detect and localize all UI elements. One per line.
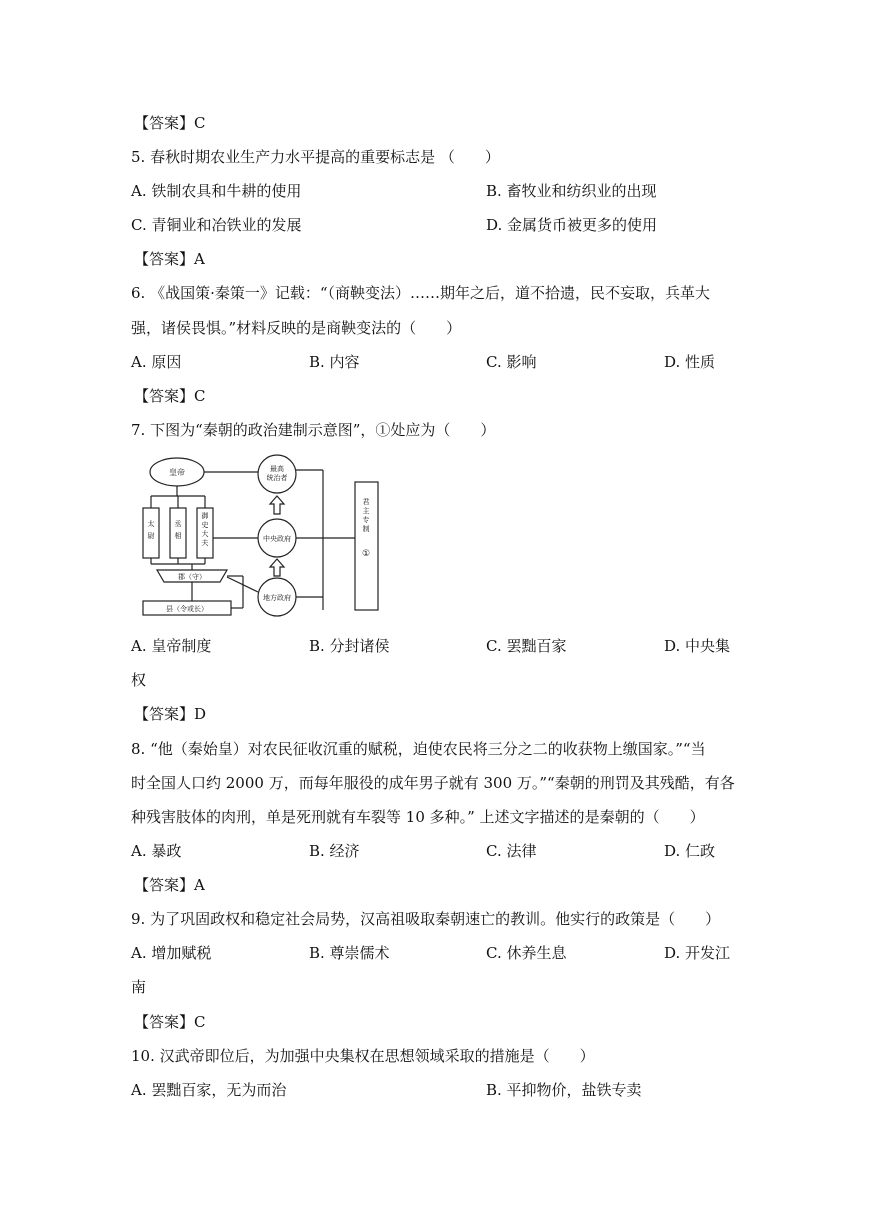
option-6b: B. 内容 [309,353,360,371]
question-5: 5. 春秋时期农业生产力水平提高的重要标志是 （ ） [131,148,500,166]
option-9a: A. 增加赋税 [131,944,212,962]
option-7c: C. 罢黜百家 [486,637,567,655]
local-gov-label: 地方政府 [263,594,291,602]
monarchy-label-4: 制 [362,525,370,533]
option-8b: B. 经济 [309,842,360,860]
yushi-label-3: 大 [201,530,209,538]
monarchy-label-1: 君 [362,498,370,506]
answer-8: 【答案】A [134,876,205,894]
option-9d-wrap: 南 [131,978,147,996]
arrow-up-icon [270,496,284,514]
option-7a: A. 皇帝制度 [131,637,212,655]
question-10: 10. 汉武帝即位后，为加强中央集权在思想领域采取的措施是（ ） [131,1047,595,1065]
option-9d: D. 开发江 [664,944,731,962]
yushi-label-2: 史 [201,521,209,529]
question-8-line-2: 时全国人口约 2000 万，而每年服役的成年男子就有 300 万。”“秦朝的刑罚及其残酷，有各 [131,774,735,792]
option-7b: B. 分封诸侯 [309,637,390,655]
option-8c: C. 法律 [486,842,537,860]
option-9b: B. 尊崇儒术 [309,944,390,962]
answer-9: 【答案】C [134,1013,206,1031]
monarchy-label-2: 主 [362,507,370,515]
emperor-label: 皇帝 [169,468,185,477]
option-8a: A. 暴政 [131,842,182,860]
chengxiang-label-1: 丞 [174,520,182,528]
option-8d: D. 仁政 [664,842,716,860]
taiwei-label-2: 尉 [147,532,155,540]
monarchy-label-3: 专 [362,516,370,524]
question-8-line-1: 8. “他（秦始皇）对农民征收沉重的赋税，迫使农民将三分之二的收获物上缴国家。”“当 [131,740,706,758]
option-6d: D. 性质 [664,353,716,371]
option-10a: A. 罢黜百家，无为而治 [131,1081,287,1099]
answer-5: 【答案】A [134,250,205,268]
option-5c: C. 青铜业和冶铁业的发展 [131,216,302,234]
question-7: 7. 下图为“秦朝的政治建制示意图”，①处应为（ ） [131,421,496,439]
commandery-label: 郡（守） [178,573,206,581]
question-9: 9. 为了巩固政权和稳定社会局势，汉高祖吸取秦朝速亡的教训。他实行的政策是（ ） [131,910,721,928]
question-6-line-1: 6. 《战国策·秦策一》记载：“（商鞅变法）……期年之后，道不拾遗，民不妄取，兵革大 [131,284,711,302]
answer-6: 【答案】C [134,387,206,405]
marker-label: ① [361,549,371,559]
answer-7: 【答案】D [134,705,207,723]
option-7d: D. 中央集 [664,637,731,655]
question-8-line-3: 种残害肢体的肉刑，单是死刑就有车裂等 10 多种。” 上述文字描述的是秦朝的（ ） [131,808,705,826]
option-7d-wrap: 权 [131,671,147,689]
taiwei-label-1: 太 [147,520,155,528]
option-10b: B. 平抑物价，盐铁专卖 [486,1081,642,1099]
option-6a: A. 原因 [131,353,182,371]
question-6-line-2: 强，诸侯畏惧。”材料反映的是商鞅变法的（ ） [131,319,462,337]
qin-political-structure-diagram [135,452,385,620]
yushi-label-4: 夫 [201,539,209,547]
yushi-label-1: 御 [201,512,209,520]
central-gov-label: 中央政府 [263,535,291,543]
option-5d: D. 金属货币被更多的使用 [486,216,658,234]
highest-ruler-label-1: 最高 [270,465,284,473]
answer-line: 【答案】C [134,114,206,132]
arrow-up-icon-2 [270,559,284,576]
option-9c: C. 休养生息 [486,944,567,962]
option-5a: A. 铁制农具和牛耕的使用 [131,182,302,200]
highest-ruler-label-2: 统治者 [266,474,288,482]
county-label: 县（令或长） [166,605,208,613]
option-5b: B. 畜牧业和纺织业的出现 [486,182,657,200]
option-6c: C. 影响 [486,353,537,371]
chengxiang-label-2: 相 [174,532,182,540]
